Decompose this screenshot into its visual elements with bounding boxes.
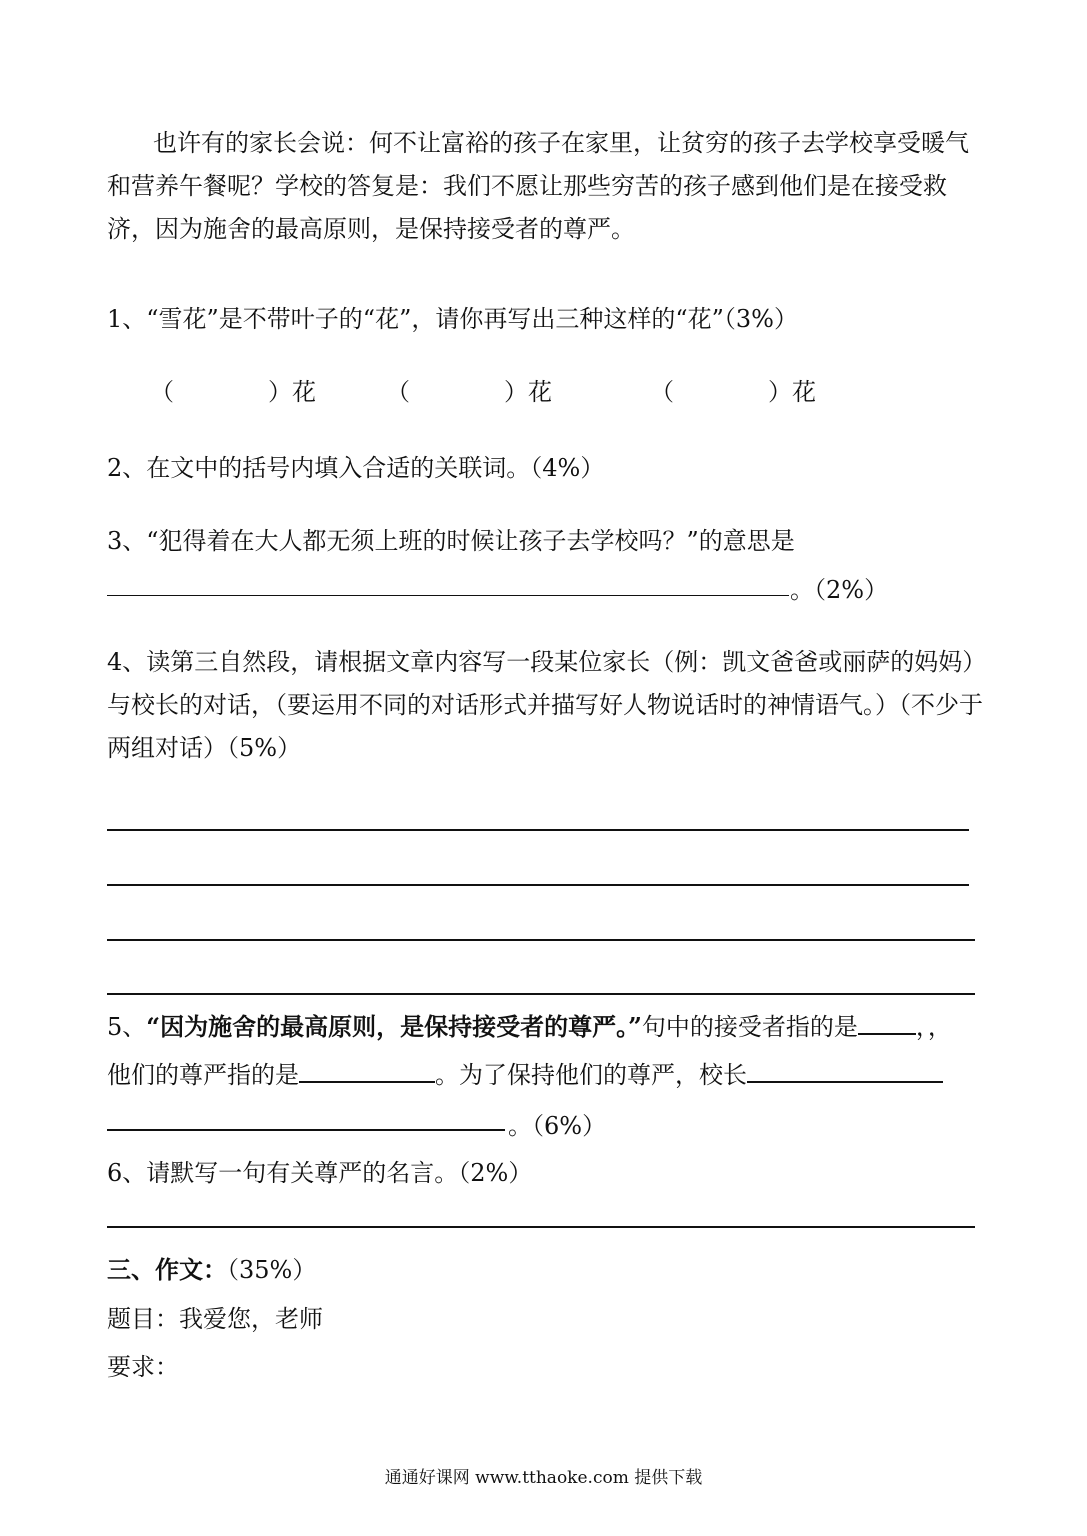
question-3: 3、“犯得着在大人都无须上班的时候让孩子去学校吗？”的意思是 [107,527,795,555]
q5-blank-2 [299,1055,435,1083]
q1-blank-1-close: ）花 [268,378,316,406]
question-6: 6、请默写一句有关尊严的名言。（2%） [107,1159,533,1187]
question-2: 2、在文中的括号内填入合适的关联词。（4%） [107,454,605,482]
q1-blank-1-open: （ [150,378,174,406]
essay-requirements: 要求： [107,1353,179,1381]
essay-topic: 题目：我爱您，老师 [107,1305,323,1333]
q4-answer-line-1 [107,829,969,831]
section-3-heading-row [107,1250,316,1285]
q5-blank-4 [107,1129,505,1131]
q1-blank-3-open: （ [650,378,674,406]
q1-blank-2-close: ）花 [504,378,552,406]
q5-text-c: 他们的尊严指的是 [107,1061,299,1089]
page-footer: 通通好课网 www.tthaoke.com 提供下载 [384,1468,703,1488]
q1-blank-2-open: （ [386,378,410,406]
q4-answer-line-4 [107,993,975,995]
q5-quote: “因为施舍的最高原则，是保持接受者的尊严。” [146,1012,642,1041]
q5-text-d: 。为了保持他们的尊严，校长 [435,1061,747,1089]
q6-answer-line [107,1226,975,1228]
question-4: 4、读第三自然段，请根据文章内容写一段某位家长（例：凯文爸爸或丽萨的妈妈）与校长的对话，（要运用不同的对话形式并描写好人物说话时的神情语气。）（不少于两组对话）（5%） [107,648,987,762]
section-3-score: （35%） [227,1256,317,1284]
q4-answer-line-3 [107,939,975,941]
q3-answer-line [107,595,789,596]
q1-blank-3-close: ）花 [768,378,816,406]
q4-answer-line-2 [107,884,969,886]
q3-tail: 。（2%） [790,576,889,604]
q5-text-a: 句中的接受者指的是 [641,1013,858,1041]
q5-number: 5、 [107,1013,147,1041]
q5-blank-3 [747,1055,943,1083]
q5-tail: 。（6%） [508,1112,607,1140]
question-5 [107,1007,952,1042]
question-5-line-2 [107,1055,943,1090]
q5-blank-1 [858,1007,916,1035]
question-1: 1、“雪花”是不带叶子的“花”，请你再写出三种这样的“花”（3%） [107,305,798,333]
section-3-heading: 三、作文： [107,1255,227,1284]
q5-text-b: ，， [915,1013,952,1041]
q1-answer-row [0,372,1087,406]
passage-paragraph: 也许有的家长会说：何不让富裕的孩子在家里，让贫穷的孩子去学校享受暖气和营养午餐呢？学校的答复是：我们不愿让那些穷苦的孩子感到他们是在接受救济，因为施舍的最高原则，是保持接受者的尊严。 [107,129,969,243]
